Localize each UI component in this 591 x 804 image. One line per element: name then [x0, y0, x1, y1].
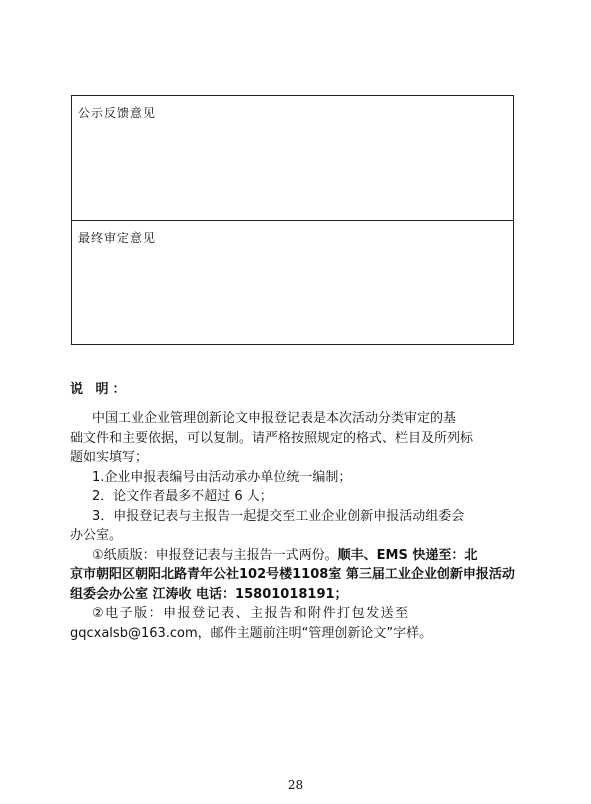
paper-version-prefix: ①纸质版：申报登记表与主报告一式两份。 [92, 547, 338, 563]
paper-version-line-2: 京市朝阳区朝阳北路青年公社102号楼1108室 第三届工业企业创新申报活动 [70, 567, 515, 582]
notes-body [70, 409, 524, 643]
electronic-version-line-1: ②电子版：申报登记表、主报告和附件打包发送至 [92, 606, 410, 621]
paper-version-line-1 [92, 546, 524, 566]
notes-title: 说 明： [70, 382, 130, 397]
final-review-label: 最终审定意见 [78, 231, 157, 245]
opinion-table [71, 95, 514, 345]
intro-line-2: 础文件和主要依据，可以复制。请严格按照规定的格式、栏目及所列标 [70, 430, 474, 446]
note-item-2: 2．论文作者最多不超过 6 人； [92, 489, 273, 504]
paper-version-line-3: 组委会办公室 江涛收 电话：15801018191； [70, 586, 348, 602]
note-item-3-line-1: 3．申报登记表与主报告一起提交至工业企业创新申报活动组委会 [92, 508, 465, 524]
intro-line-1: 中国工业企业管理创新论文申报登记表是本次活动分类审定的基 [92, 411, 457, 426]
public-feedback-label: 公示反馈意见 [78, 106, 157, 120]
electronic-version-line-2: gqcxalsb@163.com，邮件主题前注明“管理创新论文”字样。 [70, 625, 433, 641]
public-feedback-cell [72, 96, 513, 221]
page-number: 28 [287, 778, 304, 792]
final-review-cell [72, 221, 513, 344]
note-item-3-line-2: 办公室。 [70, 528, 123, 543]
paper-version-courier: 顺丰、EMS 快递至：北 [337, 547, 478, 563]
note-item-1: 1.企业申报表编号由活动承办单位统一编制； [92, 469, 352, 485]
intro-line-3: 题如实填写； [70, 450, 149, 465]
